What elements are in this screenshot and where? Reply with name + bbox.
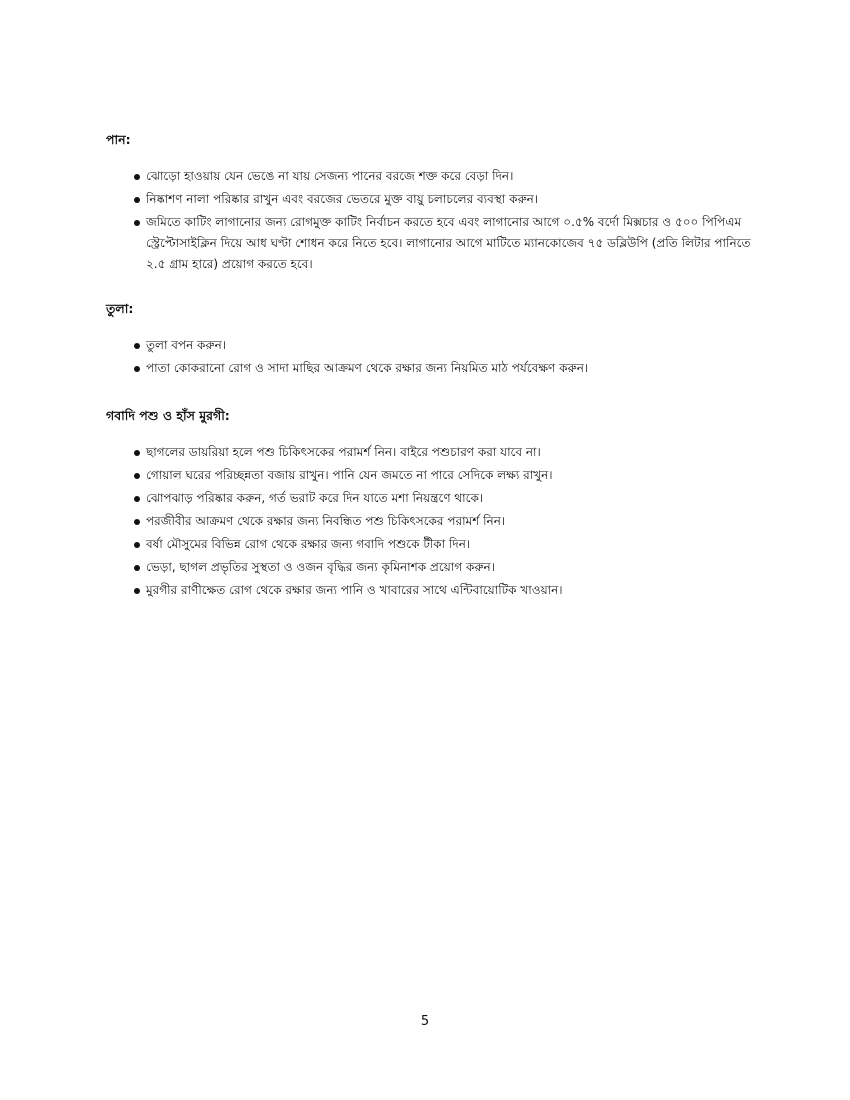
- bullet-icon: [134, 174, 140, 180]
- bullet-icon: [134, 565, 140, 571]
- list-item: [106, 465, 766, 486]
- list-item-text: তুলা বপন করুন।: [146, 338, 227, 352]
- section-livestock-poultry: [106, 407, 766, 603]
- list-item: [106, 557, 766, 578]
- section-heading: গবাদি পশু ও হাঁস মুরগী:: [106, 408, 230, 423]
- bullet-list: [106, 335, 766, 379]
- bullet-icon: [134, 542, 140, 548]
- bullet-icon: [134, 450, 140, 456]
- list-item: [106, 511, 766, 532]
- list-item: [106, 534, 766, 555]
- list-item-text: ছাগলের ডায়রিয়া হলে পশু চিকিৎসকের পরামর্শ নিন। বাইরে পশুচারণ করা যাবে না।: [146, 445, 541, 459]
- bullet-icon: [134, 473, 140, 479]
- list-item: [106, 166, 766, 187]
- bullet-icon: [134, 588, 140, 594]
- section-heading: তুলা:: [106, 301, 134, 316]
- bullet-icon: [134, 366, 140, 372]
- list-item-text: বর্ষা মৌসুমের বিভিন্ন রোগ থেকে রক্ষার জন্য গবাদি পশুকে টীকা দিন।: [146, 537, 471, 551]
- bullet-icon: [134, 197, 140, 203]
- list-item-text: পাতা কোকরানো রোগ ও সাদা মাছির আক্রমণ থেকে রক্ষার জন্য নিয়মিত মাঠ পর্যবেক্ষণ করুন।: [146, 361, 589, 375]
- list-item-text: জমিতে কাটিং লাগানোর জন্য রোগমুক্ত কাটিং নির্বাচন করতে হবে এবং লাগানোর আগে ০.৫% বর্দো মিক্সচার ও ৫০০ পিপিএম স্ট্রেপ্টোসাইক্লিন দিয়ে আধ ঘণ্টা শোধন করে নিতে হবে। লাগানোর আগে মাটিতে ম্যানকোজেব ৭৫ ডব্লিউপি (প্রতি লিটার পানিতে ২.৫ গ্রাম হারে) প্রয়োগ করতে হবে।: [146, 215, 751, 271]
- bullet-list: [106, 442, 766, 601]
- section-paan: [106, 131, 766, 277]
- page-number: 5: [420, 1014, 430, 1029]
- bullet-icon: [134, 519, 140, 525]
- list-item-text: নিষ্কাশণ নালা পরিষ্কার রাখুন এবং বরজের ভেতরে মুক্ত বায়ু চলাচলের ব্যবস্থা করুন।: [146, 192, 539, 206]
- section-heading: পান:: [106, 132, 131, 147]
- list-item: [106, 189, 766, 210]
- list-item: [106, 335, 766, 356]
- list-item: [106, 442, 766, 463]
- bullet-list: [106, 166, 766, 275]
- list-item-text: ঝোড়ো হাওয়ায় যেন ভেঙে না যায় সেজন্য পানের বরজে শক্ত করে বেড়া দিন।: [146, 169, 514, 183]
- list-item: [106, 580, 766, 601]
- bullet-icon: [134, 496, 140, 502]
- list-item: [106, 212, 766, 275]
- bullet-icon: [134, 220, 140, 226]
- list-item: [106, 358, 766, 379]
- bullet-icon: [134, 343, 140, 349]
- list-item-text: গোয়াল ঘরের পরিচ্ছন্নতা বজায় রাখুন। পানি যেন জমতে না পারে সেদিকে লক্ষ্য রাখুন।: [146, 468, 553, 482]
- list-item-text: ঝোপঝাড় পরিষ্কার করুন, গর্ত ভরাট করে দিন যাতে মশা নিয়ন্ত্রণে থাকে।: [146, 491, 484, 505]
- list-item-text: মুরগীর রাণীক্ষেত রোগ থেকে রক্ষার জন্য পানি ও খাবারের সাথে এন্টিবায়োটিক খাওয়ান।: [146, 583, 563, 597]
- section-cotton: [106, 300, 766, 381]
- list-item-text: পরজীবীর আক্রমণ থেকে রক্ষার জন্য নিবন্ধিত পশু চিকিৎসকের পরামর্শ নিন।: [146, 514, 506, 528]
- list-item: [106, 488, 766, 509]
- list-item-text: ভেড়া, ছাগল প্রভৃতির সুস্থতা ও ওজন বৃদ্ধির জন্য কৃমিনাশক প্রয়োগ করুন।: [146, 560, 495, 574]
